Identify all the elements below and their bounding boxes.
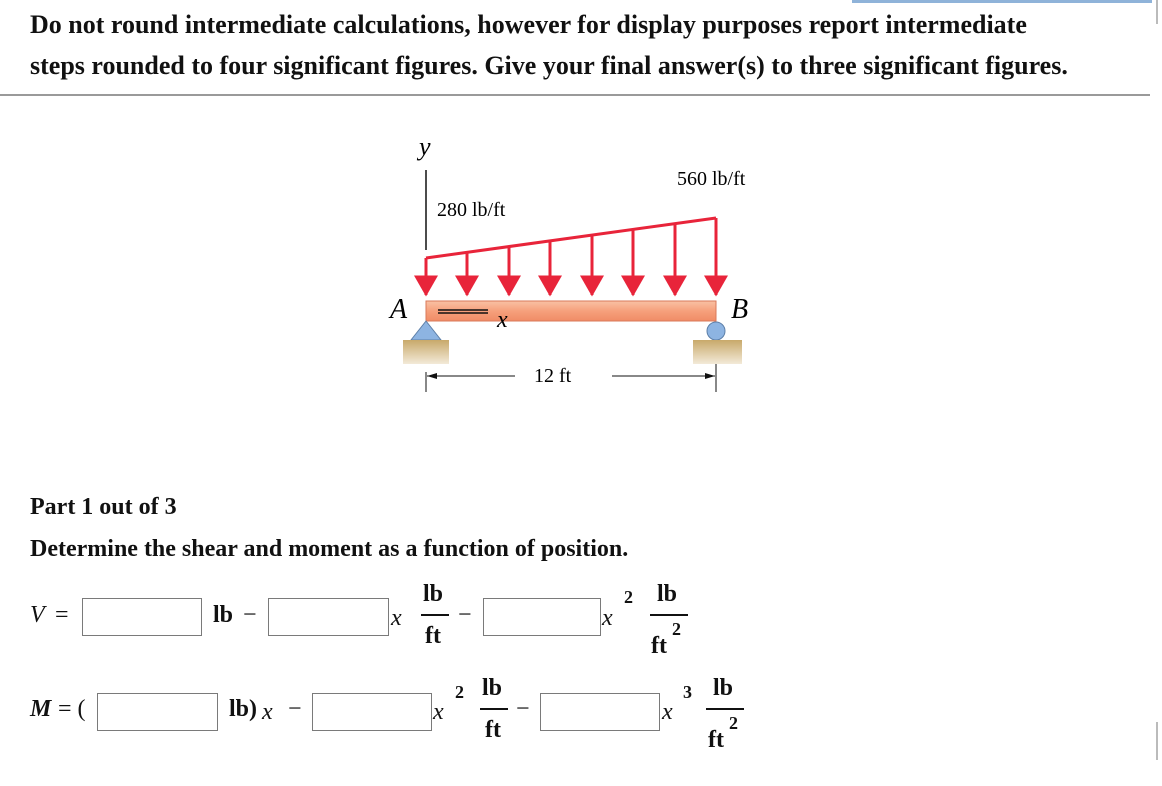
moment-quadratic-input[interactable] xyxy=(312,693,432,731)
moment-minus-1: − xyxy=(288,696,302,722)
moment-symbol: M xyxy=(30,696,52,722)
moment-x3-exponent: 3 xyxy=(683,682,692,702)
moment-unit3-num: lb xyxy=(713,675,734,701)
load-right-label: 560 lb/ft xyxy=(677,168,746,190)
moment-frac-line-1 xyxy=(480,708,508,710)
moment-unit-lb: lb) xyxy=(229,696,258,722)
shear-unit3-den: ft xyxy=(651,633,667,659)
y-axis-label: y xyxy=(419,132,431,161)
ground-b xyxy=(693,340,742,364)
roller-support-b xyxy=(707,322,725,340)
shear-frac-line-1 xyxy=(421,614,449,616)
shear-minus-1: − xyxy=(243,602,257,628)
shear-unit3-den-exponent: 2 xyxy=(672,619,681,639)
moment-unit2-den: ft xyxy=(485,717,501,743)
shear-x: x xyxy=(391,605,402,631)
instructions-line-2: steps rounded to four significant figures. Give your final answer(s) to three significant figures. xyxy=(30,51,1068,80)
load-top-line xyxy=(426,218,716,258)
shear-x2-exponent: 2 xyxy=(624,587,633,607)
x-position-label: x xyxy=(497,307,508,333)
shear-unit2-den: ft xyxy=(425,623,441,649)
pin-support-a xyxy=(411,321,441,340)
shear-linear-input[interactable] xyxy=(268,598,389,636)
moment-equals: = ( xyxy=(58,696,86,722)
shear-x2: x xyxy=(602,605,613,631)
moment-frac-line-2 xyxy=(706,708,744,710)
moment-cubic-input[interactable] xyxy=(540,693,660,731)
shear-frac-line-2 xyxy=(650,614,688,616)
shear-symbol: V xyxy=(30,602,45,628)
moment-minus-2: − xyxy=(516,696,530,722)
point-b-label: B xyxy=(731,294,749,325)
moment-linear-input[interactable] xyxy=(97,693,218,731)
shear-unit-lb: lb xyxy=(213,602,234,628)
part-title: Part 1 out of 3 xyxy=(30,494,177,520)
moment-x2: x xyxy=(433,699,444,725)
scrollbar-cap-bottom xyxy=(1156,722,1158,760)
shear-minus-2: − xyxy=(458,602,472,628)
shear-constant-input[interactable] xyxy=(82,598,202,636)
beam xyxy=(426,301,716,321)
part-question: Determine the shear and moment as a function of position. xyxy=(30,536,629,562)
load-left-label: 280 lb/ft xyxy=(437,199,506,221)
distributed-load xyxy=(426,218,716,295)
shear-unit3-num: lb xyxy=(657,581,678,607)
moment-unit3-den-exponent: 2 xyxy=(729,713,738,733)
ground-a xyxy=(403,340,449,364)
shear-unit2-num: lb xyxy=(423,581,444,607)
shear-equals: = xyxy=(55,602,69,628)
shear-quadratic-input[interactable] xyxy=(483,598,601,636)
point-a-label: A xyxy=(390,294,408,325)
moment-x2-exponent: 2 xyxy=(455,682,464,702)
span-label: 12 ft xyxy=(534,365,572,387)
moment-unit2-num: lb xyxy=(482,675,503,701)
instructions-line-1: Do not round intermediate calculations, however for display purposes report intermediate xyxy=(30,10,1027,39)
moment-x: x xyxy=(262,699,273,725)
moment-x3: x xyxy=(662,699,673,725)
moment-unit3-den: ft xyxy=(708,727,724,753)
